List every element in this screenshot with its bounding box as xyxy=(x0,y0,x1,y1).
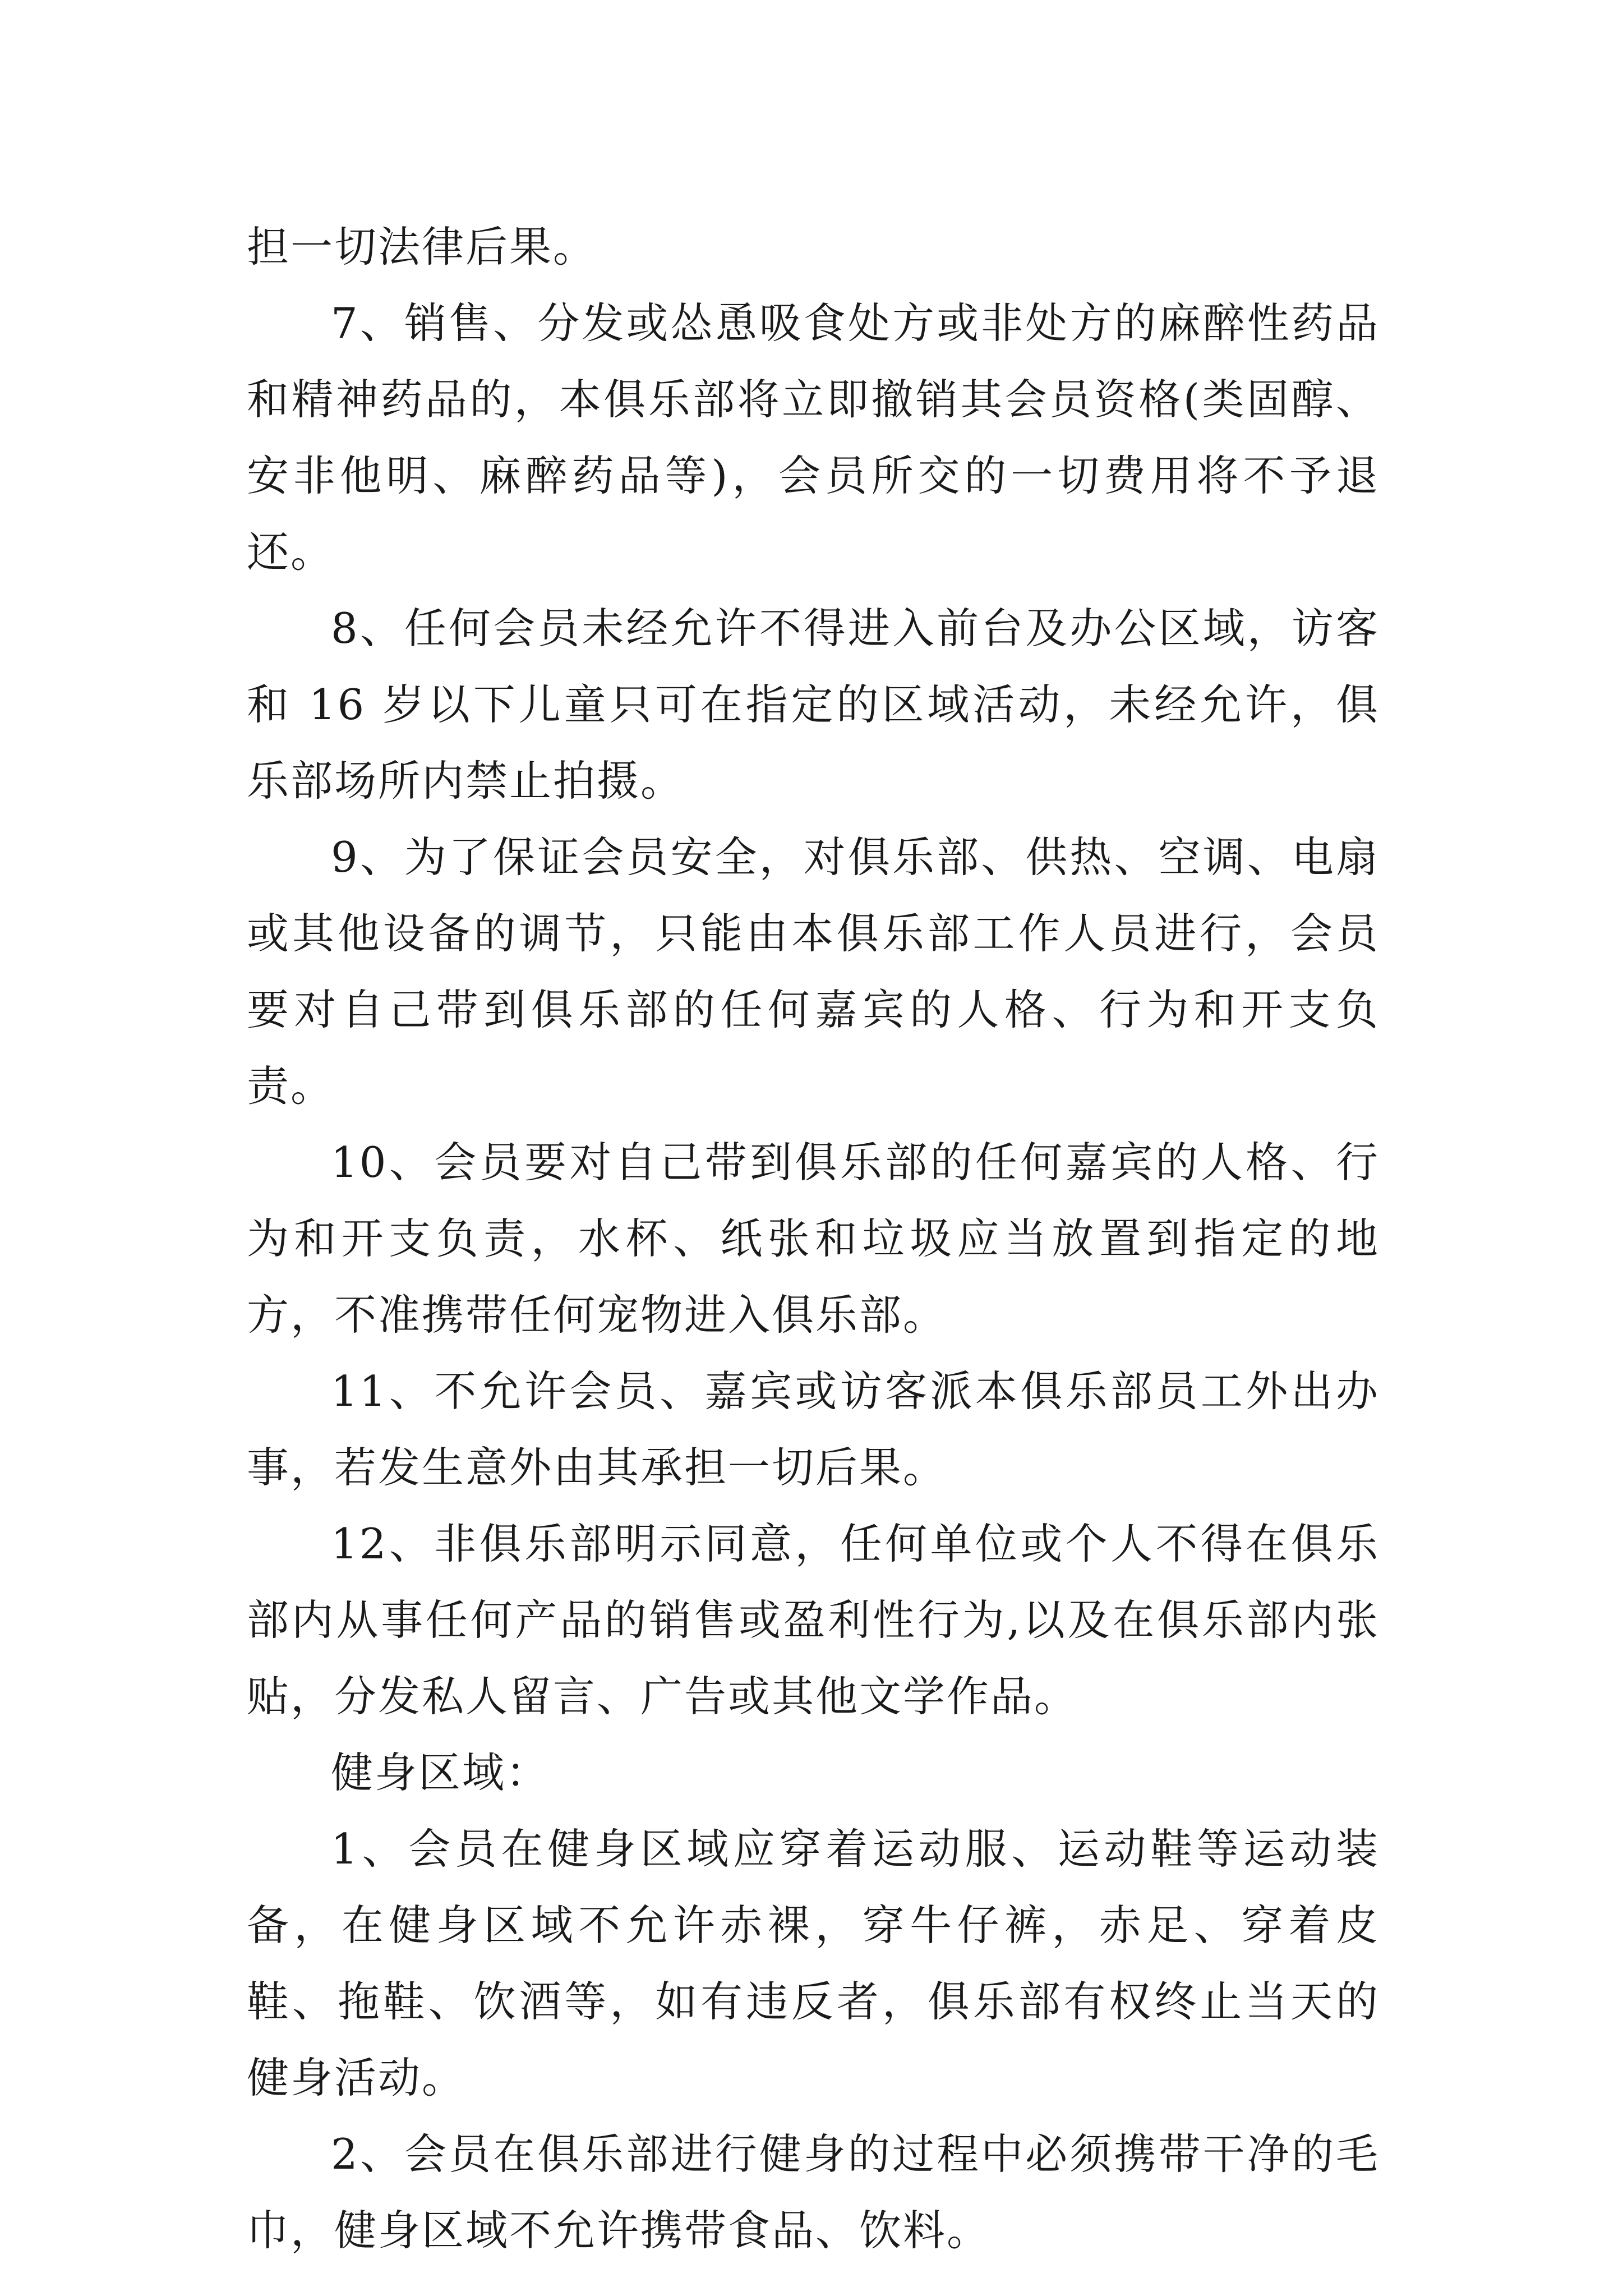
rule-7-paragraph: 7、销售、分发或怂恿吸食处方或非处方的麻醉性药品和精神药品的，本俱乐部将立即撤销其会员资格(类固醇、安非他明、麻醉药品等)，会员所交的一切费用将不予退还。 xyxy=(247,298,1380,577)
rule-10-paragraph: 10、会员要对自己带到俱乐部的任何嘉宾的人格、行为和开支负责，水杯、纸张和垃圾应当放置到指定的地方，不准携带任何宠物进入俱乐部。 xyxy=(247,1138,1380,1340)
document-body xyxy=(247,209,1380,2269)
rule-11-paragraph: 11、不允许会员、嘉宾或访客派本俱乐部员工外出办事，若发生意外由其承担一切后果。 xyxy=(247,1366,1380,1492)
rule-8-paragraph: 8、任何会员未经允许不得进入前台及办公区域，访客和 16 岁以下儿童只可在指定的区域活动，未经允许，俱乐部场所内禁止拍摄。 xyxy=(247,604,1380,806)
fitness-rule-2-paragraph: 2、会员在俱乐部进行健身的过程中必须携带干净的毛巾，健身区域不允许携带食品、饮料。 xyxy=(247,2129,1380,2255)
section-heading-fitness-area: 健身区域： xyxy=(331,1748,550,1797)
paragraph-continuation: 担一切法律后果。 xyxy=(247,222,597,272)
fitness-rule-1-paragraph: 1、会员在健身区域应穿着运动服、运动鞋等运动装备，在健身区域不允许赤裸，穿牛仔裤，赤足、穿着皮鞋、拖鞋、饮酒等，如有违反者，俱乐部有权终止当天的健身活动。 xyxy=(247,1824,1380,2102)
rule-12-paragraph: 12、非俱乐部明示同意，任何单位或个人不得在俱乐部内从事任何产品的销售或盈利性行为,以及在俱乐部内张贴，分发私人留言、广告或其他文学作品。 xyxy=(247,1519,1380,1721)
rule-9-paragraph: 9、为了保证会员安全，对俱乐部、供热、空调、电扇或其他设备的调节，只能由本俱乐部工作人员进行，会员要对自己带到俱乐部的任何嘉宾的人格、行为和开支负责。 xyxy=(247,832,1380,1111)
